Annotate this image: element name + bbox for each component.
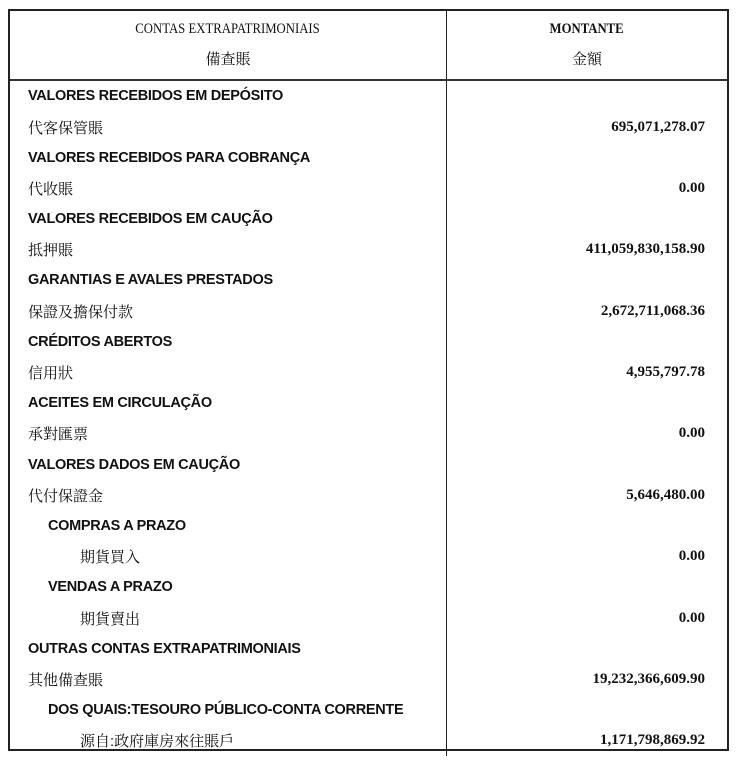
account-label-pt: VALORES DADOS EM CAUÇÃO — [28, 456, 240, 473]
account-label-zh: 信用狀 — [28, 365, 74, 383]
account-label-pt: DOS QUAIS:TESOURO PÚBLICO-CONTA CORRENTE — [48, 702, 404, 719]
account-label-pt: VENDAS A PRAZO — [48, 579, 173, 596]
table-row — [10, 633, 727, 664]
table-row — [10, 541, 727, 572]
table-row — [10, 204, 727, 235]
off-balance-sheet-table — [8, 9, 729, 751]
header-accounts-pt: CONTAS EXTRAPATRIMONIAIS — [135, 21, 321, 37]
table-row — [10, 234, 727, 265]
account-label-pt: ACEITES EM CIRCULAÇÃO — [28, 395, 212, 412]
amount-value: 411,059,830,158.90 — [585, 241, 705, 258]
table-row — [10, 695, 727, 726]
table-row — [10, 357, 727, 388]
table-row — [10, 265, 727, 296]
table-row — [10, 419, 727, 450]
table-row — [10, 664, 727, 695]
amount-value: 695,071,278.07 — [611, 118, 705, 135]
account-label-zh: 期貨買入 — [80, 549, 141, 567]
header-amount — [447, 11, 727, 79]
amount-value: 0.00 — [678, 179, 705, 196]
amount-value: 2,672,711,068.36 — [600, 302, 705, 319]
account-label-pt: GARANTIAS E AVALES PRESTADOS — [28, 272, 273, 289]
account-label-zh: 代客保管賬 — [28, 119, 104, 137]
table-row — [10, 603, 727, 634]
amount-value: 1,171,798,869.92 — [600, 732, 705, 749]
table-row — [10, 173, 727, 204]
table-row — [10, 725, 727, 756]
account-label-zh: 承對匯票 — [28, 426, 89, 444]
account-label-pt: OUTRAS CONTAS EXTRAPATRIMONIAIS — [28, 640, 301, 657]
table-row — [10, 388, 727, 419]
header-amount-zh: 金額 — [571, 52, 602, 68]
amount-value: 0.00 — [678, 548, 705, 565]
amount-value: 4,955,797.78 — [626, 364, 705, 381]
account-label-pt: CRÉDITOS ABERTOS — [28, 333, 172, 350]
table-row — [10, 112, 727, 143]
account-label-pt: VALORES RECEBIDOS EM DEPÓSITO — [28, 88, 284, 105]
account-label-zh: 期貨賣出 — [80, 610, 141, 628]
table-row — [10, 511, 727, 542]
account-label-pt: VALORES RECEBIDOS EM CAUÇÃO — [28, 211, 273, 228]
header-accounts-zh: 備查賬 — [205, 52, 251, 68]
amount-value: 0.00 — [678, 609, 705, 626]
amount-value: 0.00 — [678, 425, 705, 442]
table-row — [10, 327, 727, 358]
amount-value: 5,646,480.00 — [626, 486, 705, 503]
table-row — [10, 81, 727, 112]
account-label-pt: VALORES RECEBIDOS PARA COBRANÇA — [28, 149, 311, 166]
account-label-zh: 其他備查賬 — [28, 671, 104, 689]
amount-value: 19,232,366,609.90 — [592, 670, 705, 687]
table-row — [10, 142, 727, 173]
table-row — [10, 296, 727, 327]
account-label-zh: 代付保證金 — [28, 487, 104, 505]
account-label-zh: 抵押賬 — [28, 242, 74, 260]
table-row — [10, 449, 727, 480]
account-label-zh: 保證及擔保付款 — [28, 303, 134, 321]
table-header — [10, 11, 727, 81]
account-label-pt: COMPRAS A PRAZO — [48, 517, 186, 534]
account-label-zh: 源自:政府庫房來往賬戶 — [80, 733, 235, 751]
header-accounts — [10, 11, 447, 79]
header-amount-pt: MONTANTE — [549, 21, 625, 37]
table-body — [10, 81, 727, 756]
table-row — [10, 480, 727, 511]
account-label-zh: 代收賬 — [28, 180, 74, 198]
table-row — [10, 572, 727, 603]
